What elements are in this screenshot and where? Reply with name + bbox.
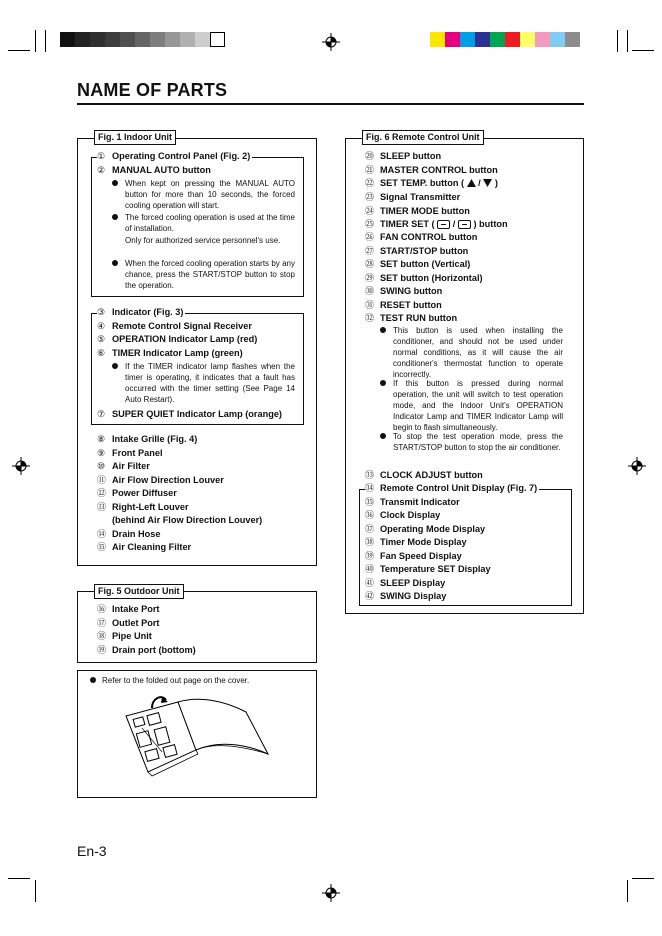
remote-control-label: Fig. 6 Remote Control Unit xyxy=(362,130,484,145)
color-swatch xyxy=(60,32,75,47)
indoor-part-item: ⑨ Front Panel xyxy=(97,447,163,458)
remote-display-item: ㉟ Transmit Indicator xyxy=(365,496,460,507)
crop-mark xyxy=(632,50,654,51)
color-swatch xyxy=(535,32,550,47)
remote-display-item: ㊴ Fan Speed Display xyxy=(365,550,462,561)
color-swatch xyxy=(490,32,505,47)
note-timer-lamp: If the TIMER indicator lamp flashes when the timer is operating, it indicates that a fault has occurred with the timer setting (See Page 14 Auto Restart). xyxy=(125,362,295,404)
item-operating-control-panel: ① Operating Control Panel (Fig. 2) xyxy=(97,151,251,161)
remote-part-item: ㉜ TEST RUN button xyxy=(365,313,458,323)
remote-part-item: ㉘ SET button (Vertical) xyxy=(365,259,471,269)
crop-mark xyxy=(35,30,36,52)
outdoor-part-item: ⑰ Outlet Port xyxy=(97,617,160,628)
item-super-quiet-lamp: ⑦ SUPER QUIET Indicator Lamp (orange) xyxy=(97,409,282,419)
color-bar xyxy=(430,32,580,47)
crop-mark xyxy=(35,880,36,902)
refer-note: Refer to the folded out page on the cover. xyxy=(102,676,250,685)
item-set-temp-button: ㉒ SET TEMP. button ( / ) xyxy=(365,178,498,188)
timer-down-key-icon xyxy=(458,220,471,229)
color-swatch xyxy=(105,32,120,47)
color-swatch xyxy=(150,32,165,47)
note-test-run-2: If this button is pressed during normal operation, the unit will switch to test operation mode, and the Indoor Unit's OPERATION Indicator Lamp and TIMER Indicator Lamp will begin to flash simultaneously. xyxy=(393,379,563,432)
color-swatch xyxy=(565,32,580,47)
color-swatch xyxy=(505,32,520,47)
remote-part-item: ㉗ START/STOP button xyxy=(365,245,469,256)
color-swatch xyxy=(460,32,475,47)
note-test-run-1: This button is used when installing the conditioner, and should not be used under normal conditions, as it will cause the air conditioner's thermostat function to operate incorrectly. xyxy=(393,326,563,379)
indoor-part-item: ⑩ Air Filter xyxy=(97,461,150,471)
color-swatch xyxy=(120,32,135,47)
indoor-part-item: ⑭ Drain Hose xyxy=(97,528,161,539)
bullet-icon xyxy=(90,677,96,683)
item-remote-signal-receiver: ④ Remote Control Signal Receiver xyxy=(97,321,252,331)
bullet-icon xyxy=(380,327,386,333)
remote-display-item: ㊳ Timer Mode Display xyxy=(365,537,467,547)
registration-mark-icon xyxy=(12,457,30,475)
remote-part-item: ㉛ RESET button xyxy=(365,299,442,310)
crop-mark xyxy=(627,880,628,902)
item-clock-adjust-button: ㉝ CLOCK ADJUST button xyxy=(365,470,483,480)
note-authorized: Only for authorized service personnel's use. xyxy=(125,236,281,245)
indoor-part-item: ⑫ Power Diffuser xyxy=(97,488,177,498)
bullet-icon xyxy=(112,214,118,220)
indoor-part-item: ⑪ Air Flow Direction Louver xyxy=(97,474,224,485)
crop-mark xyxy=(8,50,30,51)
indoor-part-item: ⑬ Right-Left Louver xyxy=(97,501,189,512)
bullet-icon xyxy=(380,380,386,386)
color-swatch xyxy=(550,32,565,47)
outdoor-part-item: ⑯ Intake Port xyxy=(97,604,160,614)
title-rule xyxy=(77,103,584,105)
remote-display-item: ㊲ Operating Mode Display xyxy=(365,523,486,534)
color-swatch xyxy=(165,32,180,47)
color-swatch xyxy=(135,32,150,47)
remote-display-item: ㊱ Clock Display xyxy=(365,510,441,520)
indoor-unit-label: Fig. 1 Indoor Unit xyxy=(94,130,176,145)
outdoor-unit-label: Fig. 5 Outdoor Unit xyxy=(94,584,184,599)
remote-part-item: ㉔ TIMER MODE button xyxy=(365,205,470,216)
triangle-up-icon xyxy=(467,179,476,187)
remote-part-item: ㉑ MASTER CONTROL button xyxy=(365,164,498,175)
remote-display-item: ㊵ Temperature SET Display xyxy=(365,564,491,574)
remote-part-item: ㉚ SWING button xyxy=(365,286,443,296)
color-swatch xyxy=(475,32,490,47)
bullet-icon xyxy=(112,363,118,369)
color-swatch xyxy=(430,32,445,47)
color-swatch xyxy=(180,32,195,47)
folded-manual-illustration xyxy=(118,694,273,778)
remote-display-item: ㊷ SWING Display xyxy=(365,591,447,601)
crop-mark xyxy=(617,30,618,52)
item-manual-auto-button: ② MANUAL AUTO button xyxy=(97,165,211,175)
indoor-part-item: ⑮ Air Cleaning Filter xyxy=(97,542,192,552)
bullet-icon xyxy=(112,180,118,186)
color-swatch xyxy=(195,32,210,47)
color-swatch xyxy=(90,32,105,47)
item-timer-set-button: ㉕ TIMER SET ( / ) button xyxy=(365,219,508,229)
crop-mark xyxy=(627,30,628,52)
color-swatch xyxy=(445,32,460,47)
remote-part-item: ⑳ SLEEP button xyxy=(365,151,442,161)
note-manual-auto: When kept on pressing the MANUAL AUTO button for more than 10 seconds, the forced cooling operation will start. xyxy=(125,179,295,210)
page-title: NAME OF PARTS xyxy=(77,80,228,100)
outdoor-part-item: ⑱ Pipe Unit xyxy=(97,631,152,641)
indoor-part-item: (behind Air Flow Direction Louver) xyxy=(97,514,264,527)
registration-mark-icon xyxy=(628,457,646,475)
item-timer-lamp: ⑥ TIMER Indicator Lamp (green) xyxy=(97,348,243,358)
remote-part-item: ㉙ SET button (Horizontal) xyxy=(365,272,483,283)
remote-display-item: ㉞ Remote Control Unit Display (Fig. 7) xyxy=(365,483,538,493)
bullet-icon xyxy=(380,433,386,439)
note-test-run-3: To stop the test operation mode, press the START/STOP button to stop the air conditioner. xyxy=(393,432,563,452)
registration-mark-icon xyxy=(322,884,340,902)
registration-mark-icon xyxy=(322,33,340,51)
color-swatch xyxy=(210,32,225,47)
remote-part-item: ㉖ FAN CONTROL button xyxy=(365,232,478,242)
crop-mark xyxy=(45,30,46,52)
remote-part-item: ㉓ Signal Transmitter xyxy=(365,192,461,202)
bullet-icon xyxy=(112,260,118,266)
note-forced-cooling: The forced cooling operation is used at the time of installation. xyxy=(125,213,295,233)
triangle-down-icon xyxy=(483,179,492,187)
color-swatch xyxy=(520,32,535,47)
note-forced-stop: When the forced cooling operation starts by any chance, press the START/STOP button to stop the operation. xyxy=(125,259,295,290)
outdoor-part-item: ⑲ Drain port (bottom) xyxy=(97,644,196,655)
page-number: En-3 xyxy=(77,843,107,859)
item-indicator: ③ Indicator (Fig. 3) xyxy=(97,307,184,317)
grayscale-bar xyxy=(60,32,225,47)
crop-mark xyxy=(8,878,30,879)
remote-display-item: ㊶ SLEEP Display xyxy=(365,577,446,588)
indoor-part-item: ⑧ Intake Grille (Fig. 4) xyxy=(97,434,198,444)
color-swatch xyxy=(75,32,90,47)
crop-mark xyxy=(632,878,654,879)
item-operation-lamp: ⑤ OPERATION Indicator Lamp (red) xyxy=(97,334,258,344)
timer-up-key-icon xyxy=(437,220,450,229)
